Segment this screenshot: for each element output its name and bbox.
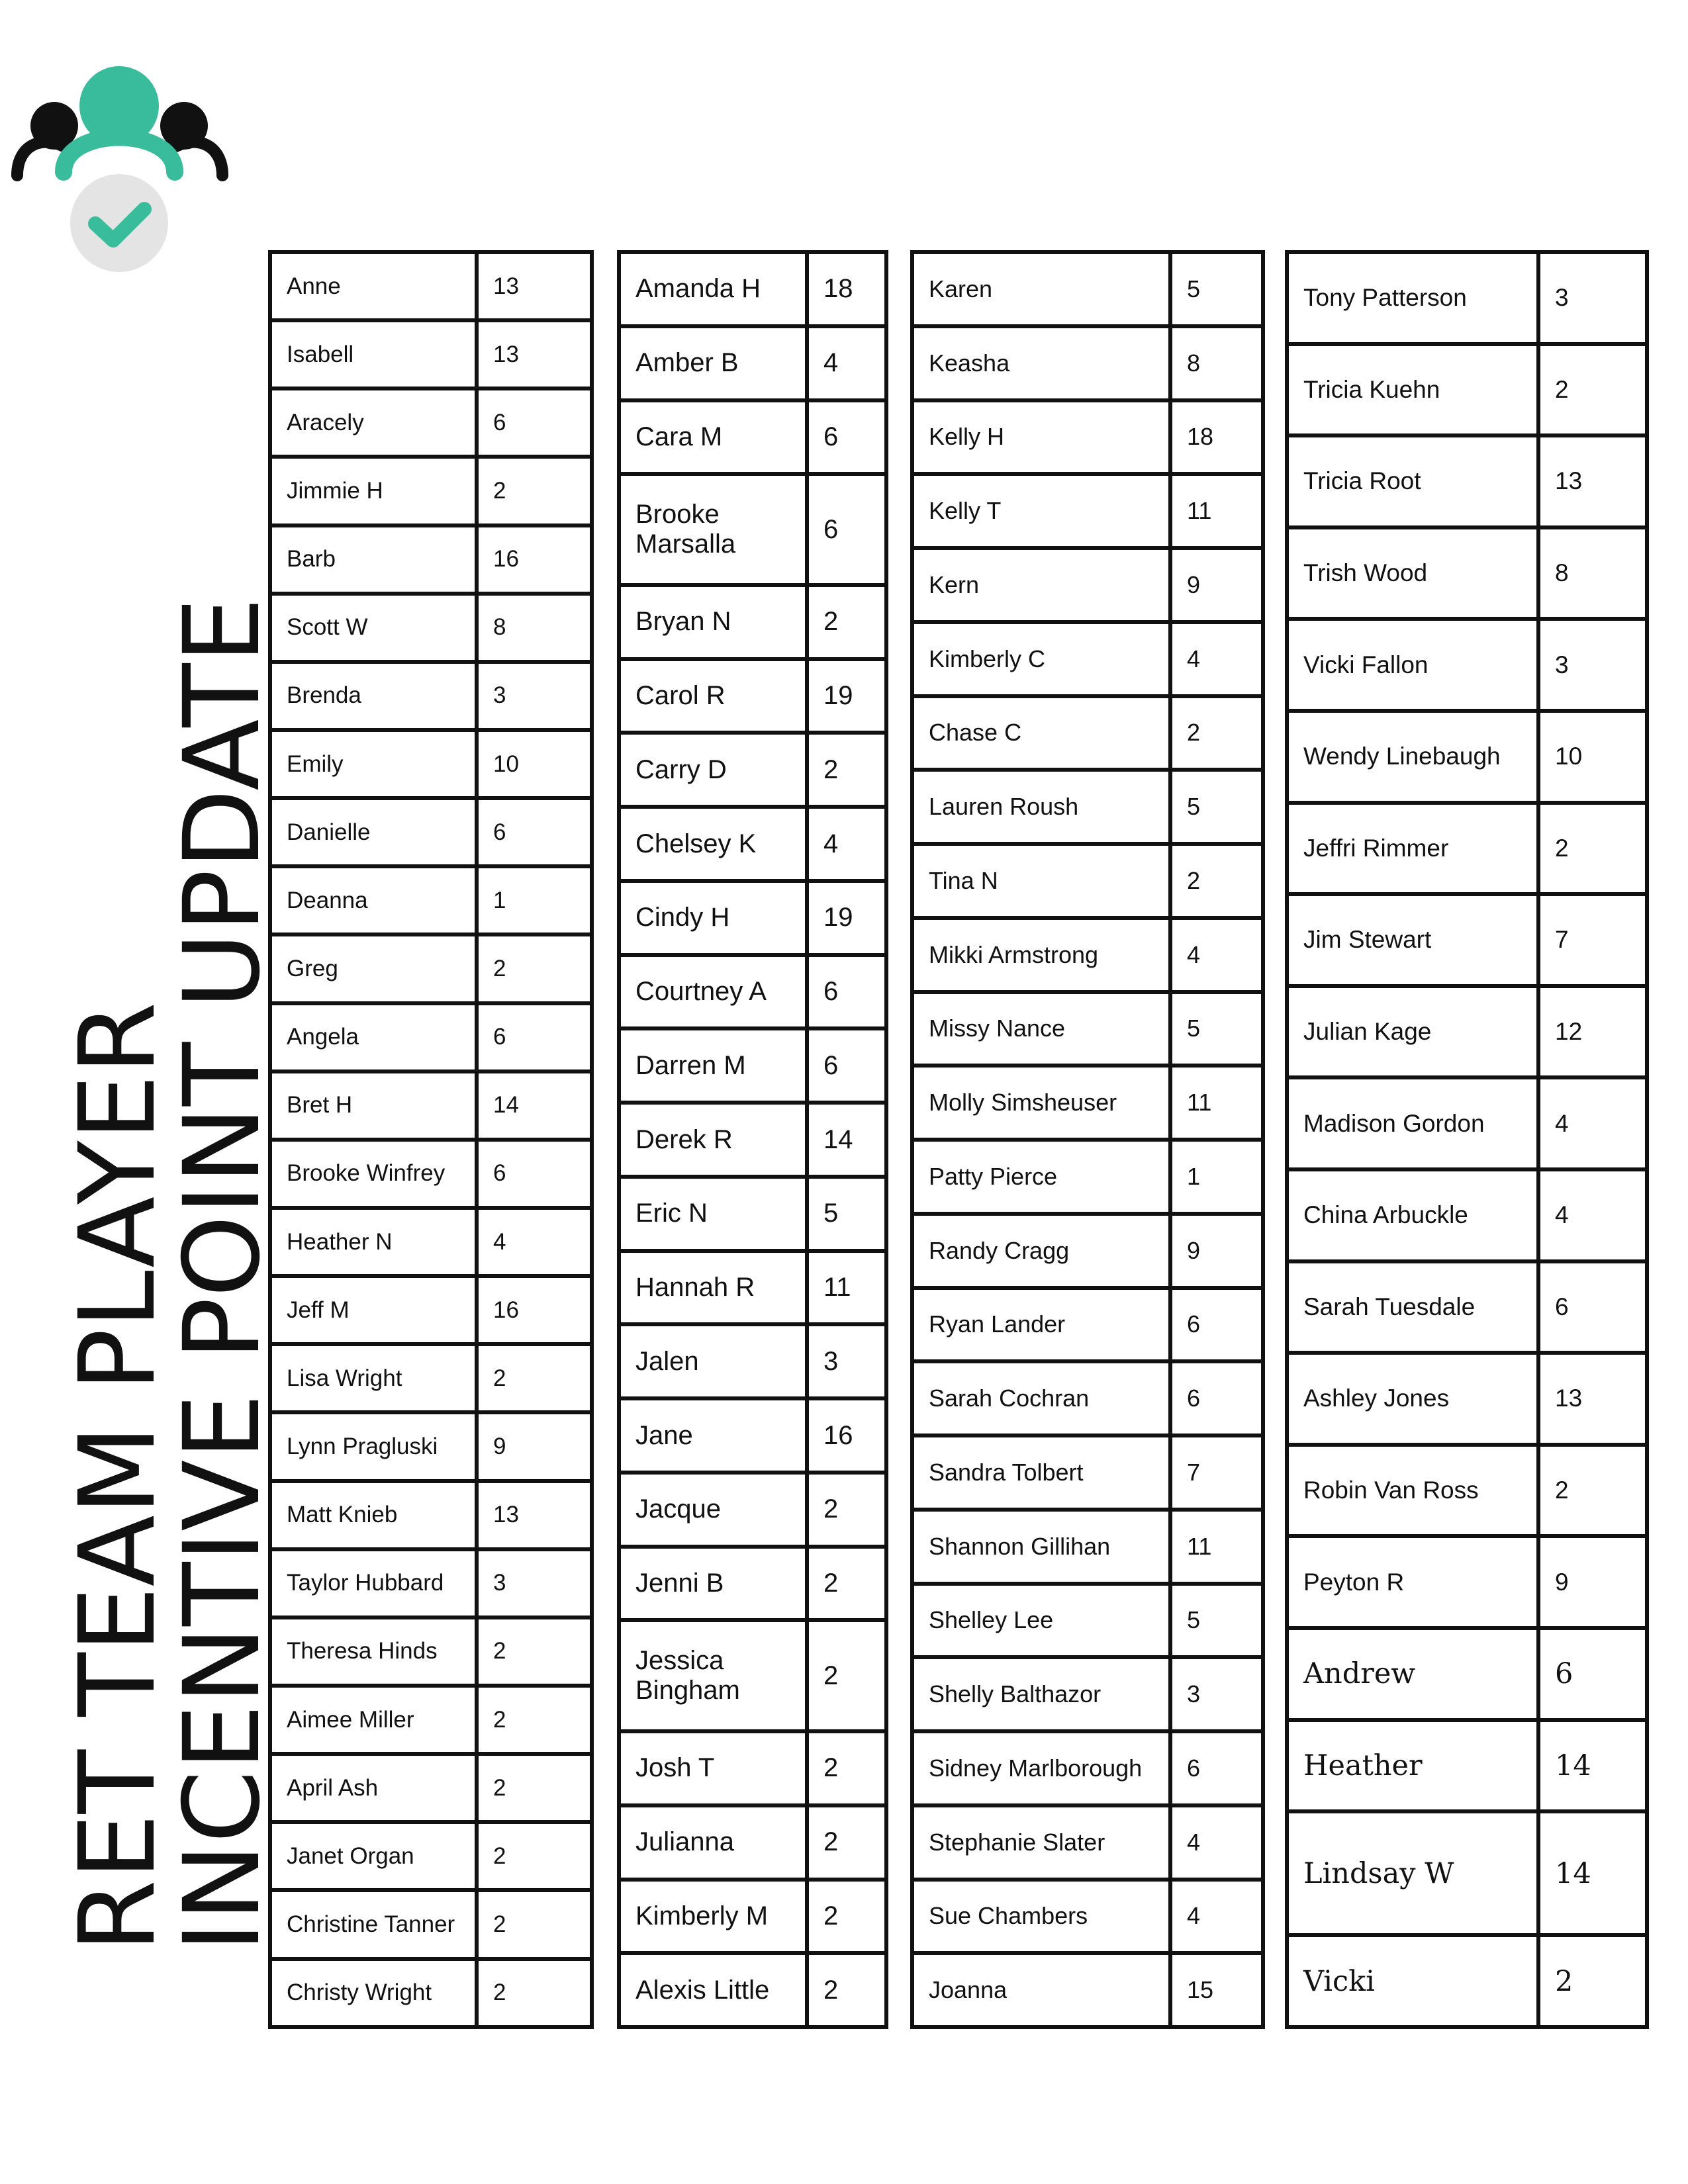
- player-name: Wendy Linebaugh: [1287, 711, 1538, 803]
- table-row: [619, 1953, 886, 2027]
- player-points: 7: [1170, 1435, 1263, 1510]
- player-points: 5: [1170, 1584, 1263, 1658]
- player-points: 6: [1170, 1288, 1263, 1362]
- table-row: [270, 1959, 592, 2027]
- table-row: [619, 1880, 886, 1954]
- table-row: [912, 1510, 1263, 1584]
- player-name: Shannon Gillihan: [912, 1510, 1170, 1584]
- player-name: Kimberly C: [912, 622, 1170, 696]
- table-row: [912, 252, 1263, 326]
- player-points: 5: [1170, 992, 1263, 1066]
- player-points: 3: [1170, 1657, 1263, 1731]
- table-row: [912, 1140, 1263, 1214]
- table-row: [270, 594, 592, 662]
- player-points: 13: [1538, 435, 1647, 527]
- player-name: Kelly H: [912, 400, 1170, 475]
- table-row: [270, 1617, 592, 1686]
- player-points: 2: [807, 1731, 886, 1805]
- player-points: 6: [1170, 1731, 1263, 1805]
- player-name: Angela: [270, 1003, 477, 1071]
- player-name: Sarah Tuesdale: [1287, 1261, 1538, 1353]
- team-check-icon: [11, 53, 229, 278]
- points-table-4: [1285, 250, 1649, 2029]
- player-points: 4: [807, 326, 886, 400]
- player-points: 9: [1170, 548, 1263, 622]
- table-row: [1287, 252, 1647, 344]
- player-points: 19: [807, 881, 886, 955]
- player-name: Amanda H: [619, 252, 807, 326]
- table-row: [912, 622, 1263, 696]
- player-points: 11: [1170, 474, 1263, 548]
- table-row: [912, 1731, 1263, 1805]
- table-row: [912, 1880, 1263, 1954]
- title-line-2: INCENTIVE POINT UPDATE: [162, 597, 283, 1952]
- player-points: 6: [477, 1140, 592, 1208]
- player-name: Kern: [912, 548, 1170, 622]
- table-row: [270, 320, 592, 388]
- table-row: [912, 1214, 1263, 1288]
- player-points: 2: [1538, 803, 1647, 895]
- table-row: [619, 1620, 886, 1731]
- player-points: 6: [1538, 1261, 1647, 1353]
- player-name: Aimee Miller: [270, 1686, 477, 1754]
- player-name: Amber B: [619, 326, 807, 400]
- player-name: Jeffri Rimmer: [1287, 803, 1538, 895]
- player-points: 2: [477, 1686, 592, 1754]
- player-name: Madison Gordon: [1287, 1077, 1538, 1169]
- player-name: Shelley Lee: [912, 1584, 1170, 1658]
- table-row: [619, 1805, 886, 1880]
- player-name: Lisa Wright: [270, 1344, 477, 1412]
- table-row: [1287, 1536, 1647, 1628]
- player-points: 4: [807, 807, 886, 881]
- player-name: Cara M: [619, 400, 807, 475]
- table-row: [270, 1071, 592, 1140]
- player-points: 11: [1170, 1510, 1263, 1584]
- player-name: Theresa Hinds: [270, 1617, 477, 1686]
- player-points: 8: [1538, 527, 1647, 619]
- table-row: [270, 730, 592, 798]
- table-row: [619, 1547, 886, 1621]
- player-points: 4: [477, 1208, 592, 1276]
- table-row: [619, 1731, 886, 1805]
- table-row: [619, 807, 886, 881]
- player-name: Keasha: [912, 326, 1170, 400]
- table-row: [270, 1344, 592, 1412]
- player-points: 5: [807, 1177, 886, 1251]
- player-points: 11: [807, 1251, 886, 1325]
- table-row: [619, 1324, 886, 1398]
- player-name: Jeff M: [270, 1276, 477, 1344]
- player-name: Joanna: [912, 1953, 1170, 2027]
- table-row: [270, 798, 592, 866]
- player-points: 2: [807, 1473, 886, 1547]
- player-name: Brenda: [270, 662, 477, 730]
- table-row: [912, 1657, 1263, 1731]
- table-row: [912, 770, 1263, 844]
- player-name: Bryan N: [619, 585, 807, 659]
- player-points: 6: [807, 400, 886, 475]
- player-points: 3: [477, 1549, 592, 1617]
- table-row: [270, 525, 592, 594]
- player-points: 8: [1170, 326, 1263, 400]
- player-points: 7: [1538, 894, 1647, 986]
- player-points: 19: [807, 659, 886, 733]
- player-name: Chase C: [912, 696, 1170, 770]
- player-points: 12: [1538, 986, 1647, 1078]
- player-points: 2: [807, 1805, 886, 1880]
- player-points: 15: [1170, 1953, 1263, 2027]
- table-row: [619, 400, 886, 475]
- table-row: [1287, 1628, 1647, 1720]
- player-name: Heather: [1287, 1720, 1538, 1812]
- player-name: Jimmie H: [270, 457, 477, 525]
- player-name: Deanna: [270, 866, 477, 934]
- player-name: Derek R: [619, 1103, 807, 1177]
- player-name: Robin Van Ross: [1287, 1445, 1538, 1537]
- table-row: [1287, 527, 1647, 619]
- table-row: [912, 1288, 1263, 1362]
- table-row: [619, 955, 886, 1029]
- player-points: 3: [807, 1324, 886, 1398]
- table-row: [270, 866, 592, 934]
- player-name: Trish Wood: [1287, 527, 1538, 619]
- player-points: 2: [1538, 1445, 1647, 1537]
- player-name: Heather N: [270, 1208, 477, 1276]
- table-row: [912, 1805, 1263, 1880]
- player-name: Bret H: [270, 1071, 477, 1140]
- player-name: Lynn Pragluski: [270, 1412, 477, 1480]
- table-row: [270, 1276, 592, 1344]
- player-name: Sandra Tolbert: [912, 1435, 1170, 1510]
- player-name: Missy Nance: [912, 992, 1170, 1066]
- player-points: 8: [477, 594, 592, 662]
- table-row: [270, 1549, 592, 1617]
- player-points: 16: [807, 1398, 886, 1473]
- table-row: [1287, 711, 1647, 803]
- player-name: Eric N: [619, 1177, 807, 1251]
- table-row: [1287, 619, 1647, 711]
- table-row: [619, 1028, 886, 1103]
- table-row: [1287, 1169, 1647, 1261]
- player-name: Emily: [270, 730, 477, 798]
- player-name: Christy Wright: [270, 1959, 477, 2027]
- table-row: [1287, 1077, 1647, 1169]
- table-row: [619, 474, 886, 585]
- player-name: Jenni B: [619, 1547, 807, 1621]
- player-name: Barb: [270, 525, 477, 594]
- table-row: [270, 1481, 592, 1549]
- player-points: 9: [477, 1412, 592, 1480]
- player-name: Brooke Marsalla: [619, 474, 807, 585]
- points-table-2: [617, 250, 888, 2029]
- player-name: Julianna: [619, 1805, 807, 1880]
- table-row: [1287, 894, 1647, 986]
- player-points: 10: [477, 730, 592, 798]
- player-name: Stephanie Slater: [912, 1805, 1170, 1880]
- player-points: 16: [477, 1276, 592, 1344]
- player-points: 2: [477, 1617, 592, 1686]
- player-points: 2: [807, 1547, 886, 1621]
- player-points: 5: [1170, 770, 1263, 844]
- player-name: Chelsey K: [619, 807, 807, 881]
- table-row: [619, 733, 886, 807]
- player-points: 2: [477, 1754, 592, 1822]
- player-name: Tricia Kuehn: [1287, 344, 1538, 436]
- player-name: Ashley Jones: [1287, 1353, 1538, 1445]
- player-name: Scott W: [270, 594, 477, 662]
- player-name: Jessica Bingham: [619, 1620, 807, 1731]
- player-points: 2: [1538, 1935, 1647, 2027]
- player-name: Greg: [270, 934, 477, 1003]
- player-name: Lindsay W: [1287, 1811, 1538, 1935]
- table-row: [619, 1473, 886, 1547]
- table-row: [619, 659, 886, 733]
- player-name: Shelly Balthazor: [912, 1657, 1170, 1731]
- table-row: [1287, 435, 1647, 527]
- table-row: [912, 1066, 1263, 1140]
- player-name: Peyton R: [1287, 1536, 1538, 1628]
- player-points: 2: [807, 733, 886, 807]
- table-row: [912, 548, 1263, 622]
- table-row: [1287, 1445, 1647, 1537]
- check-badge: [70, 174, 168, 272]
- player-points: 2: [1170, 844, 1263, 918]
- player-points: 2: [1538, 344, 1647, 436]
- table-row: [1287, 1935, 1647, 2027]
- player-name: April Ash: [270, 1754, 477, 1822]
- table-row: [619, 326, 886, 400]
- player-points: 14: [807, 1103, 886, 1177]
- player-points: 14: [1538, 1811, 1647, 1935]
- table-row: [912, 918, 1263, 992]
- table-row: [912, 1953, 1263, 2027]
- table-row: [619, 585, 886, 659]
- title-line-1: RET TEAM PLAYER: [57, 1001, 179, 1952]
- player-points: 2: [477, 1822, 592, 1890]
- table-row: [270, 252, 592, 320]
- player-points: 13: [477, 1481, 592, 1549]
- player-name: Molly Simsheuser: [912, 1066, 1170, 1140]
- player-points: 4: [1538, 1077, 1647, 1169]
- player-points: 1: [1170, 1140, 1263, 1214]
- player-points: 6: [807, 1028, 886, 1103]
- player-name: Danielle: [270, 798, 477, 866]
- table-row: [270, 1754, 592, 1822]
- player-points: 2: [807, 585, 886, 659]
- player-name: Jim Stewart: [1287, 894, 1538, 986]
- table-row: [1287, 1811, 1647, 1935]
- player-name: Hannah R: [619, 1251, 807, 1325]
- player-points: 1: [477, 866, 592, 934]
- player-name: Carry D: [619, 733, 807, 807]
- table-row: [1287, 1261, 1647, 1353]
- table-row: [270, 1686, 592, 1754]
- player-name: Karen: [912, 252, 1170, 326]
- table-row: [912, 844, 1263, 918]
- table-row: [619, 881, 886, 955]
- table-row: [912, 1584, 1263, 1658]
- player-points: 13: [1538, 1353, 1647, 1445]
- player-points: 2: [477, 457, 592, 525]
- player-name: Cindy H: [619, 881, 807, 955]
- player-name: Randy Cragg: [912, 1214, 1170, 1288]
- player-points: 9: [1170, 1214, 1263, 1288]
- player-points: 2: [477, 1890, 592, 1958]
- player-points: 4: [1170, 918, 1263, 992]
- table-row: [912, 1361, 1263, 1435]
- table-row: [619, 1103, 886, 1177]
- player-points: 10: [1538, 711, 1647, 803]
- player-points: 4: [1538, 1169, 1647, 1261]
- player-name: Tony Patterson: [1287, 252, 1538, 344]
- player-points: 3: [1538, 619, 1647, 711]
- table-row: [1287, 1353, 1647, 1445]
- table-row: [619, 1177, 886, 1251]
- table-row: [270, 1003, 592, 1071]
- player-points: 14: [477, 1071, 592, 1140]
- table-row: [270, 1890, 592, 1958]
- table-row: [270, 1208, 592, 1276]
- player-name: Kelly T: [912, 474, 1170, 548]
- table-row: [270, 1412, 592, 1480]
- table-row: [619, 1398, 886, 1473]
- player-name: Patty Pierce: [912, 1140, 1170, 1214]
- player-name: Sue Chambers: [912, 1880, 1170, 1954]
- player-name: Carol R: [619, 659, 807, 733]
- table-row: [1287, 344, 1647, 436]
- player-points: 9: [1538, 1536, 1647, 1628]
- player-name: Sarah Cochran: [912, 1361, 1170, 1435]
- player-points: 2: [807, 1880, 886, 1954]
- player-name: Sidney Marlborough: [912, 1731, 1170, 1805]
- player-name: Mikki Armstrong: [912, 918, 1170, 992]
- player-points: 16: [477, 525, 592, 594]
- player-name: Taylor Hubbard: [270, 1549, 477, 1617]
- player-name: Kimberly M: [619, 1880, 807, 1954]
- player-name: Jalen: [619, 1324, 807, 1398]
- table-row: [912, 474, 1263, 548]
- player-name: Darren M: [619, 1028, 807, 1103]
- player-points: 2: [1170, 696, 1263, 770]
- player-points: 6: [477, 798, 592, 866]
- player-name: Vicki: [1287, 1935, 1538, 2027]
- player-name: Andrew: [1287, 1628, 1538, 1720]
- player-points: 4: [1170, 1880, 1263, 1954]
- player-points: 6: [477, 388, 592, 457]
- player-points: 5: [1170, 252, 1263, 326]
- player-points: 3: [1538, 252, 1647, 344]
- player-name: Tina N: [912, 844, 1170, 918]
- table-row: [619, 1251, 886, 1325]
- player-points: 3: [477, 662, 592, 730]
- player-points: 2: [477, 1344, 592, 1412]
- center-person-body: [64, 138, 175, 173]
- player-name: Christine Tanner: [270, 1890, 477, 1958]
- player-name: Julian Kage: [1287, 986, 1538, 1078]
- table-row: [270, 1822, 592, 1890]
- player-points: 11: [1170, 1066, 1263, 1140]
- table-row: [619, 252, 886, 326]
- player-points: 6: [1538, 1628, 1647, 1720]
- player-points: 18: [1170, 400, 1263, 475]
- player-name: Courtney A: [619, 955, 807, 1029]
- player-points: 6: [807, 474, 886, 585]
- table-row: [1287, 803, 1647, 895]
- player-name: Aracely: [270, 388, 477, 457]
- table-row: [270, 388, 592, 457]
- player-name: Isabell: [270, 320, 477, 388]
- player-points: 6: [1170, 1361, 1263, 1435]
- table-row: [912, 992, 1263, 1066]
- player-points: 13: [477, 320, 592, 388]
- player-name: Matt Knieb: [270, 1481, 477, 1549]
- table-row: [1287, 986, 1647, 1078]
- points-table-1: [268, 250, 594, 2029]
- player-points: 6: [807, 955, 886, 1029]
- player-points: 4: [1170, 1805, 1263, 1880]
- player-points: 2: [477, 934, 592, 1003]
- table-row: [270, 457, 592, 525]
- player-name: Ryan Lander: [912, 1288, 1170, 1362]
- player-name: Lauren Roush: [912, 770, 1170, 844]
- player-points: 14: [1538, 1720, 1647, 1812]
- player-name: Jane: [619, 1398, 807, 1473]
- player-name: Tricia Root: [1287, 435, 1538, 527]
- table-row: [270, 662, 592, 730]
- player-name: Anne: [270, 252, 477, 320]
- player-points: 13: [477, 252, 592, 320]
- player-name: Janet Organ: [270, 1822, 477, 1890]
- player-points: 2: [477, 1959, 592, 2027]
- table-row: [912, 696, 1263, 770]
- player-points: 2: [807, 1620, 886, 1731]
- table-row: [270, 934, 592, 1003]
- table-row: [912, 1435, 1263, 1510]
- player-points: 18: [807, 252, 886, 326]
- player-name: Alexis Little: [619, 1953, 807, 2027]
- player-points: 6: [477, 1003, 592, 1071]
- player-name: Vicki Fallon: [1287, 619, 1538, 711]
- points-table-3: [910, 250, 1265, 2029]
- table-row: [270, 1140, 592, 1208]
- table-row: [912, 326, 1263, 400]
- table-row: [1287, 1720, 1647, 1812]
- player-points: 2: [807, 1953, 886, 2027]
- player-name: Josh T: [619, 1731, 807, 1805]
- player-name: China Arbuckle: [1287, 1169, 1538, 1261]
- player-name: Brooke Winfrey: [270, 1140, 477, 1208]
- player-points: 4: [1170, 622, 1263, 696]
- table-row: [912, 400, 1263, 475]
- player-name: Jacque: [619, 1473, 807, 1547]
